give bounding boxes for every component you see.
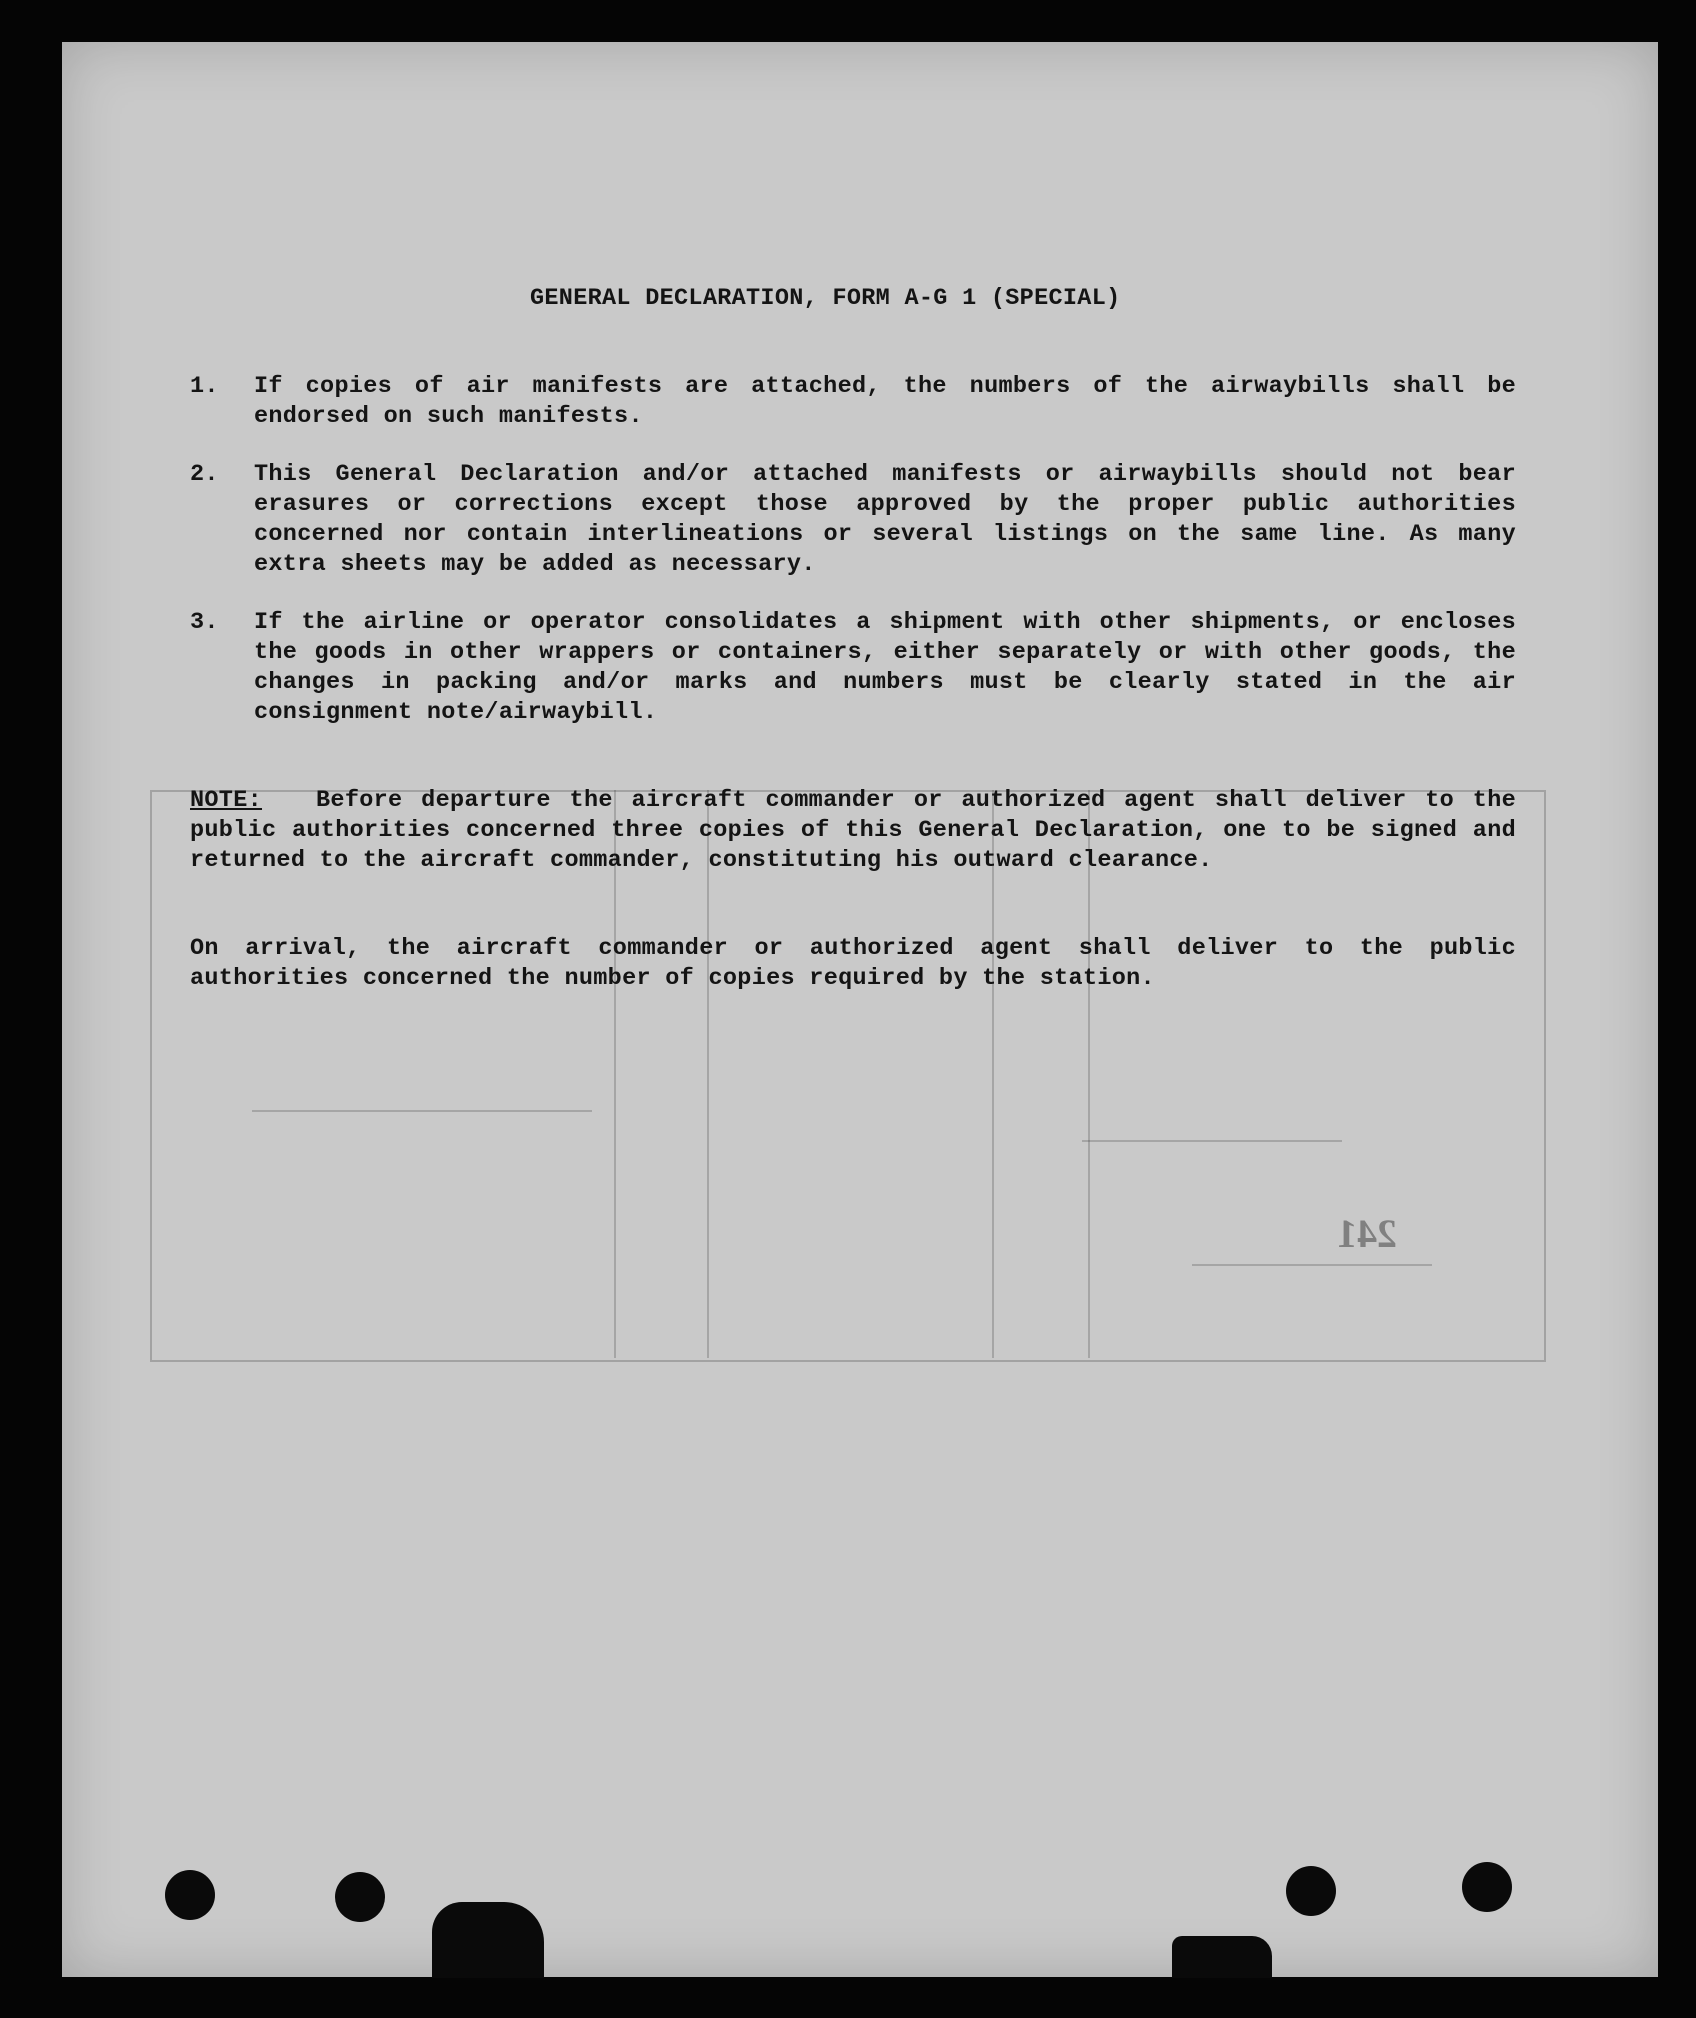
item-text: If copies of air manifests are attached, the numbers of the airwaybills shall be endorsed on such manifests. (254, 373, 1516, 430)
item-number: 3. (190, 609, 219, 636)
page-title: GENERAL DECLARATION, FORM A-G 1 (SPECIAL) (530, 285, 1121, 312)
note-paragraph (190, 786, 1516, 876)
bleed-through-rule (1082, 1140, 1342, 1142)
bleed-through-rule (1192, 1264, 1432, 1266)
list-item (190, 460, 1516, 580)
item-text: This General Declaration and/or attached manifests or airwaybills should not bear erasures or corrections except those approved by the proper public authorities concerned nor contain interlineations or several listings on the same line. As many extra sheets may be added as necessary. (254, 461, 1516, 578)
item-text: If the airline or operator consolidates a shipment with other shipments, or encloses the goods in other wrappers or containers, either separately or with other goods, the changes in packing and/or marks and numbers must be clearly stated in the air consignment note/airwaybill. (254, 609, 1516, 726)
torn-edge (432, 1902, 544, 1978)
arrival-paragraph: On arrival, the aircraft commander or authorized agent shall deliver to the public authorities concerned the number of copies required by the station. (190, 935, 1516, 992)
document-page (62, 42, 1658, 1977)
bleed-through-rule (252, 1110, 592, 1112)
punch-hole (1462, 1862, 1512, 1912)
note-text: Before departure the aircraft commander or authorized agent shall deliver to the public authorities concerned three copies of this General Declaration, one to be signed and returned to the aircraft commander, constituting his outward clearance. (190, 787, 1516, 874)
punch-hole (335, 1872, 385, 1922)
item-number: 1. (190, 373, 219, 400)
bleed-through-stamp: 241 (1337, 1211, 1397, 1256)
torn-edge (1172, 1936, 1272, 1978)
item-number: 2. (190, 461, 219, 488)
punch-hole (1286, 1866, 1336, 1916)
list-item (190, 372, 1516, 432)
note-label: NOTE: (190, 787, 263, 814)
list-item (190, 608, 1516, 728)
punch-hole (165, 1870, 215, 1920)
